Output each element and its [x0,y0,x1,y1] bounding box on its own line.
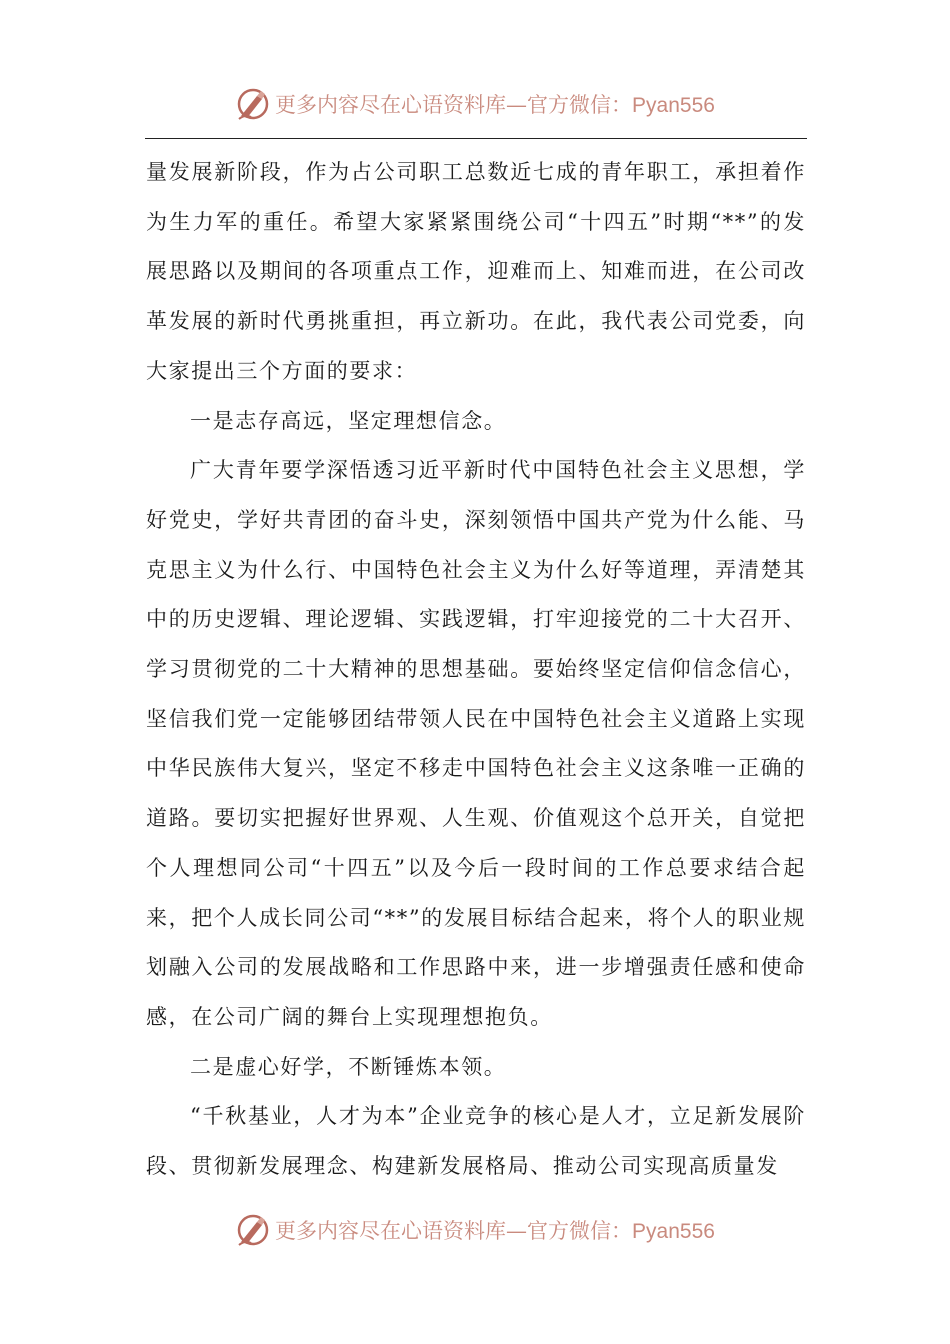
document-body [146,148,806,1192]
footer-wechat-id: Pyan556 [632,1220,715,1243]
paragraph-2: 广大青年要学深悟透习近平新时代中国特色社会主义思想，学好党史，学好共青团的奋斗史，深刻领悟中国共产党为什么能、马克思主义为什么行、中国特色社会主义为什么好等道理，弄清楚其中的历史逻辑、理论逻辑、实践逻辑，打牢迎接党的二十大召开、学习贯彻党的二十大精神的思想基础。要始终坚定信仰信念信心，坚信我们党一定能够团结带领人民在中国特色社会主义道路上实现中华民族伟大复兴，坚定不移走中国特色社会主义这条唯一正确的道路。要切实把握好世界观、人生观、价值观这个总开关，自觉把个人理想同公司“十四五”以及今后一段时间的工作总要求结合起来，把个人成长同公司“**”的发展目标结合起来，将个人的职业规划融入公司的发展战略和工作思路中来，进一步增强责任感和使命感，在公司广阔的舞台上实现理想抱负。 [146,458,806,1029]
header-divider [145,138,807,139]
paragraph-1: 量发展新阶段，作为占公司职工总数近七成的青年职工，承担着作为生力军的重任。希望大家紧紧围绕公司“十四五”时期“**”的发展思路以及期间的各项重点工作，迎难而上、知难而进，在公司改革发展的新时代勇挑重担，再立新功。在此，我代表公司党委，向大家提出三个方面的要求： [146,160,806,383]
section-heading-1: 一是志存高远，坚定理想信念。 [190,408,507,433]
paragraph-3: “千秋基业，人才为本”企业竞争的核心是人才，立足新发展阶段、贯彻新发展理念、构建新发展格局、推动公司实现高质量发 [146,1104,806,1179]
pen-logo-icon [235,86,271,122]
header-banner [0,84,950,124]
footer-banner [0,1210,950,1250]
header-wechat-id: Pyan556 [632,94,715,117]
header-banner-text: 更多内容尽在心语资料库—官方微信：Pyan556 [275,93,715,117]
section-heading-2: 二是虚心好学，不断锤炼本领。 [190,1054,507,1079]
footer-banner-text: 更多内容尽在心语资料库—官方微信：Pyan556 [275,1219,715,1243]
pen-logo-icon [235,1212,271,1248]
